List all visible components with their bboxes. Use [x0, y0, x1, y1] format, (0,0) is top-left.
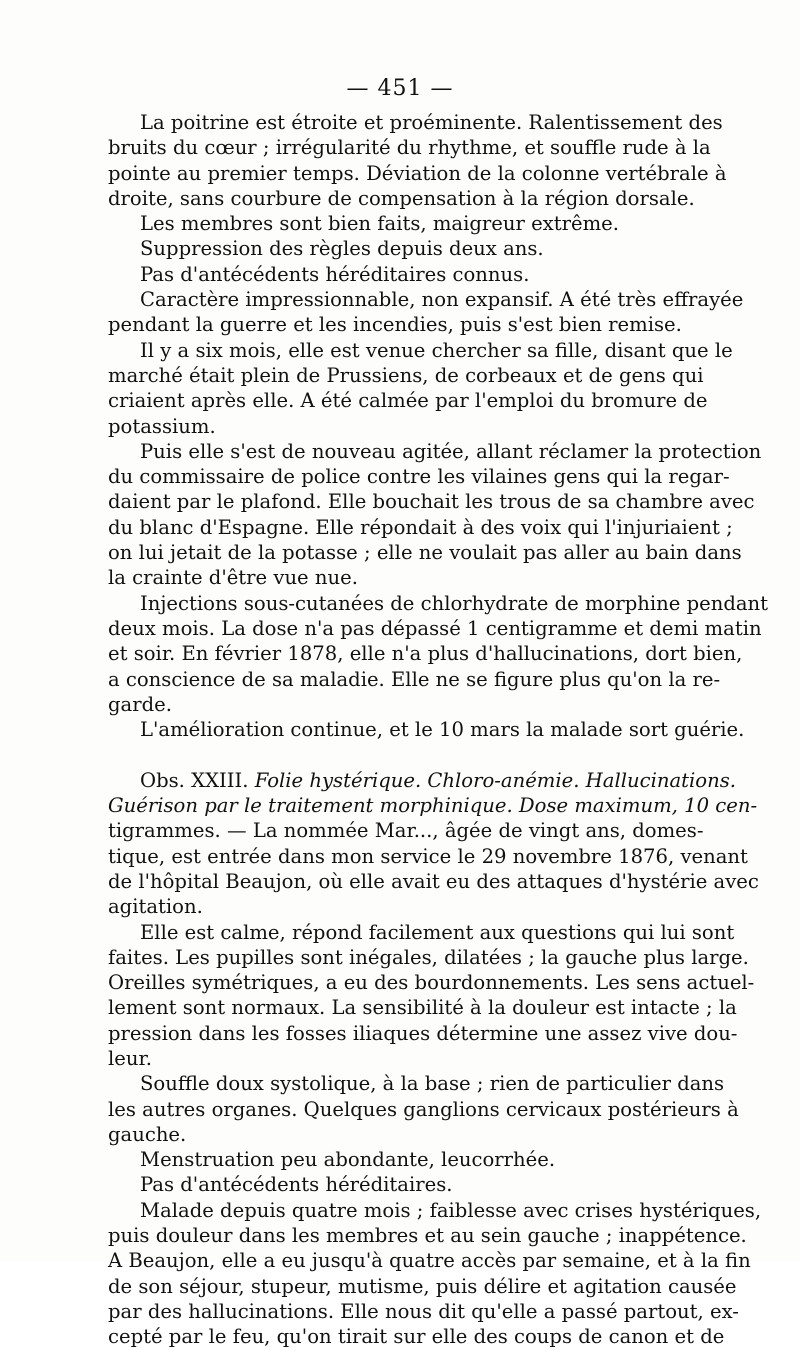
- text-line: Souffle doux systolique, à la base ; rien de particulier dans: [140, 1072, 725, 1096]
- text-line: de son séjour, stupeur, mutisme, puis délire et agitation causée: [108, 1274, 737, 1298]
- text-line: de l'hôpital Beaujon, où elle avait eu des attaques d'hystérie avec: [108, 869, 759, 893]
- text-line: Malade depuis quatre mois ; faiblesse avec crises hystériques,: [140, 1198, 762, 1222]
- text-line: par des hallucinations. Elle nous dit qu'elle a passé partout, ex-: [108, 1299, 739, 1323]
- text-line: faites. Les pupilles sont inégales, dilatées ; la gauche plus large.: [108, 945, 749, 969]
- text-line: on lui jetait de la potasse ; elle ne voulait pas aller au bain dans: [108, 541, 742, 565]
- observation-title: Folie hystérique. Chloro-anémie. Hallucinations.: [248, 768, 736, 792]
- text-line: Guérison par le traitement morphinique. Dose maximum, 10 cen-: [108, 794, 758, 818]
- text-line: criaient après elle. A été calmée par l'emploi du bromure de: [108, 389, 708, 413]
- text-line: puis douleur dans les membres et au sein gauche ; inappétence.: [108, 1224, 747, 1248]
- text-line: Oreilles symétriques, a eu des bourdonnements. Les sens actuel-: [108, 971, 755, 995]
- text-line: cepté par le feu, qu'on tirait sur elle des coups de canon et de: [108, 1325, 725, 1349]
- text-line: lement sont normaux. La sensibilité à la douleur est intacte ; la: [108, 996, 737, 1020]
- text-line: Pas d'antécédents héréditaires.: [140, 1173, 453, 1197]
- text-line: tique, est entrée dans mon service le 29 novembre 1876, venant: [108, 844, 748, 868]
- text-line: [108, 768, 736, 793]
- text-line: Menstruation peu abondante, leucorrhée.: [140, 1148, 556, 1172]
- text-line: Puis elle s'est de nouveau agitée, allant réclamer la protection: [140, 439, 762, 463]
- text-line: du blanc d'Espagne. Elle répondait à des voix qui l'injuriaient ;: [108, 515, 733, 539]
- text-line: La poitrine est étroite et proéminente. Ralentissement des: [140, 111, 723, 134]
- text-line: Injections sous-cutanées de chlorhydrate de morphine pendant: [140, 591, 769, 615]
- text-line: potassium.: [108, 414, 216, 438]
- text-line: la crainte d'être vue nue.: [108, 566, 358, 590]
- text-line: pendant la guerre et les incendies, puis s'est bien remise.: [108, 313, 682, 337]
- page-number: — 451 —: [346, 76, 454, 101]
- text-line: Pas d'antécédents héréditaires connus.: [140, 262, 530, 286]
- text-line: daient par le plafond. Elle bouchait les trous de sa chambre avec: [108, 490, 755, 514]
- text-line: du commissaire de police contre les vilaines gens qui la regar-: [108, 465, 730, 489]
- text-line: a conscience de sa maladie. Elle ne se figure plus qu'on la re-: [108, 667, 721, 691]
- text-line: agitation.: [108, 895, 203, 919]
- text-line: A Beaujon, elle a eu jusqu'à quatre accès par semaine, et à la fin: [108, 1249, 751, 1273]
- text-line: L'amélioration continue, et le 10 mars la malade sort guérie.: [140, 718, 745, 742]
- text-line: leur.: [108, 1046, 152, 1070]
- text-line: deux mois. La dose n'a pas dépassé 1 centigramme et demi matin: [108, 616, 762, 640]
- text-line: Caractère impressionnable, non expansif. A été très effrayée: [140, 288, 744, 312]
- text-line: pointe au premier temps. Déviation de la colonne vertébrale à: [108, 161, 727, 185]
- text-line: [108, 742, 680, 767]
- text-line: bruits du cœur ; irrégularité du rhythme, et souffle rude à la: [108, 136, 711, 160]
- observation-label: Obs. XXIII.: [140, 768, 249, 792]
- text-line: marché était plein de Prussiens, de corbeaux et de gens qui: [108, 363, 704, 387]
- text-line: les autres organes. Quelques ganglions cervicaux postérieurs à: [108, 1097, 739, 1121]
- text-line: tigrammes. — La nommée Mar..., âgée de vingt ans, domes-: [108, 819, 704, 843]
- text-line: et soir. En février 1878, elle n'a plus d'hallucinations, dort bien,: [108, 642, 743, 666]
- text-line: droite, sans courbure de compensation à la région dorsale.: [108, 186, 695, 210]
- text-line: Il y a six mois, elle est venue chercher sa fille, disant que le: [140, 338, 733, 362]
- text-line: gauche.: [108, 1122, 187, 1146]
- text-line: pression dans les fosses iliaques détermine une assez vive dou-: [108, 1021, 738, 1045]
- text-line: garde.: [108, 692, 172, 716]
- body-text: [108, 110, 769, 1350]
- text-line: Les membres sont bien faits, maigreur extrême.: [140, 212, 619, 236]
- text-line: Suppression des règles depuis deux ans.: [140, 237, 544, 261]
- text-line: Elle est calme, répond facilement aux questions qui lui sont: [140, 920, 735, 944]
